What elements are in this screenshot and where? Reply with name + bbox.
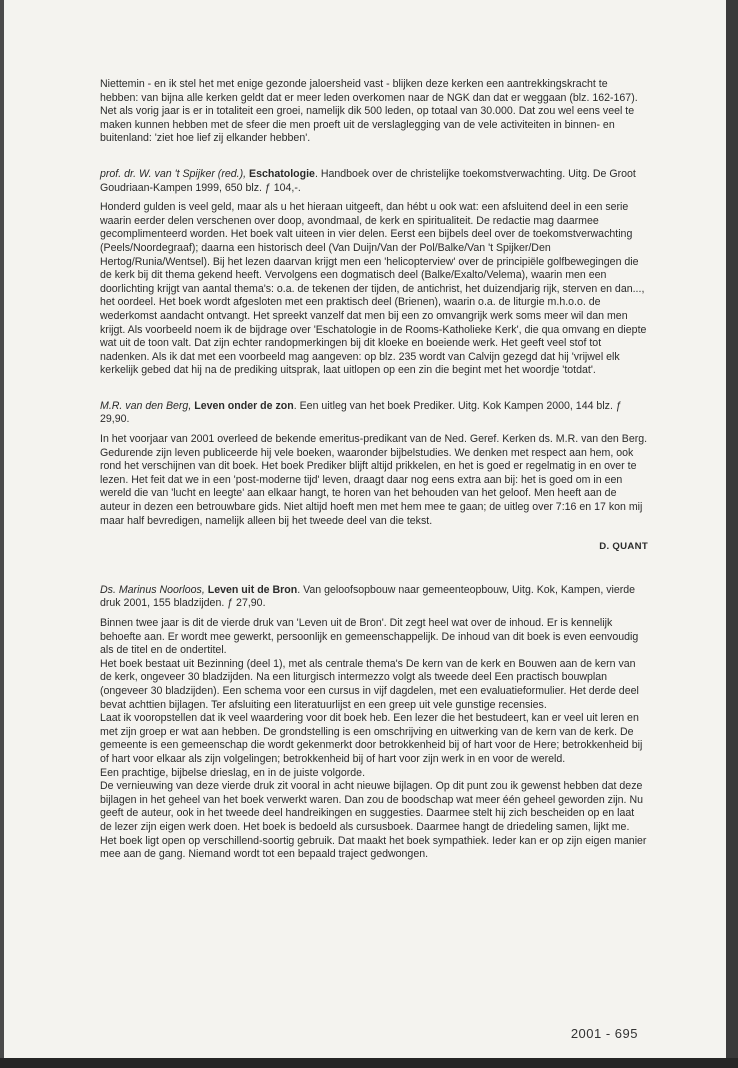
intro-paragraph: Niettemin - en ik stel het met enige gezonde jaloersheid vast - blijken deze kerken een aantrekkingskracht te hebben: van bijna alle kerken geldt dat er meer leden overkomen naar de NGK dan dat er weggaan (blz. 162-167). Net als vorig jaar is er in totaliteit een groei, namelijk dik 500 leden, op totaal van 30.000. Dat zou wel eens veel te maken kunnen hebben met de sfeer die men proeft uit de verslaglegging van de vele activiteiten in binnen- en buitenland: 'ziet hoe lief zij elkander hebben'. <box>100 78 638 145</box>
review-heading <box>100 168 648 195</box>
review-leven-onder-de-zon <box>100 400 648 528</box>
review-book-title: Eschatologie <box>249 167 315 180</box>
review-body <box>100 617 648 862</box>
review-body: Honderd gulden is veel geld, maar als u het hieraan uitgeeft, dan hébt u ook wat: een afsluitend deel in een serie waarin eerder delen verschenen over doop, avondmaal, de kerk en spiritualiteit. De redactie mag daarmee gecomplimenteerd worden. Het boek valt uiteen in vier delen. Eerst een bijbels deel over de toekomstverwachting (Peels/Noordegraaf); daarna een historisch deel (Van Duijn/Van der Pol/Balke/Van 't Spijker/Den Hertog/Runia/Wentsel). Bij het lezen daarvan krijgt men een 'helicopterview' over de principiële golfbewegingen die de kerk bij dit thema gekend heeft. Vervolgens een dogmatisch deel (Balke/Exalto/Velema), waarin men een doorlichting krijgt van aantal thema's: o.a. de tekenen der tijden, de antichrist, het duizendjarig rijk, sterven en dan..., het oordeel. Het boek wordt afgesloten met een praktisch deel (Brienen), waarin o.a. de liturgie m.h.o.o. de wederkomst aandacht ontvangt. Het spreekt vanzelf dat men bij een zo omvangrijk werk soms meer wil dan men krijgt. Als voorbeeld noem ik de bijdrage over 'Eschatologie in de Rooms-Katholieke Kerk', die qua omvang en diepte wat uit de toon valt. Dat zijn echter randopmerkingen bij dit kloeke en boeiende werk. Het geeft veel stof tot nadenken. Als ik dat met een voorbeeld mag aangeven: op blz. 235 wordt van Calvijn gezegd dat hij 'vrijwel elk kerkelijk gebed dat hij na de prediking uitsprak, laat uitlopen op een zin die begint met het woordje 'totdat'. <box>100 201 647 377</box>
review-leven-uit-de-bron <box>100 584 648 862</box>
review-paragraph: Een prachtige, bijbelse drieslag, en in de juiste volgorde. <box>100 766 366 779</box>
review-book-title: Leven uit de Bron <box>207 583 298 596</box>
review-heading <box>100 400 648 427</box>
review-paragraph: Het boek bestaat uit Bezinning (deel 1), met als centrale thema's De kern van de kerk en Bouwen aan de kern van de kerk, ongeveer 30 bladzijden. Na een liturgisch intermezzo volgt als tweede deel Een practisch bouwplan (ongeveer 30 bladzijden). Een schema voor een cursus in vijf dagdelen, met een evaluatieformulier. Het derde deel bevat achttien bijlagen. Ter afsluiting een literatuurlijst en een greep uit vele gunstige recensies. <box>100 657 639 711</box>
review-publication: . Een uitleg van het boek Prediker. Uitg. Kok Kampen 2000, 144 blz. ƒ 29,90. <box>100 399 622 426</box>
review-publication: . Van geloofsopbouw naar gemeenteopbouw, Uitg. Kok, Kampen, vierde druk 2001, 155 bladzijden. ƒ 27,90. <box>100 583 636 610</box>
review-eschatologie <box>100 168 648 378</box>
review-book-title: Leven onder de zon <box>194 399 294 412</box>
page-content <box>100 78 648 862</box>
page-number: 2001 - 695 <box>570 1026 638 1041</box>
review-author: M.R. van den Berg, <box>100 399 192 412</box>
page <box>4 0 726 1058</box>
review-publication: . Handboek over de christelijke toekomstverwachting. Uitg. De Groot Goudriaan-Kampen 1999, 650 blz. ƒ 104,-. <box>100 167 636 194</box>
review-heading <box>100 584 648 611</box>
review-paragraph: Binnen twee jaar is dit de vierde druk van 'Leven uit de Bron'. Dit zegt heel wat over de inhoud. Er is kennelijk behoefte aan. Er wordt mee gewerkt, persoonlijk en gemeenschappelijk. De inhoud van dit boek is even eenvoudig als de titel en de ondertitel. <box>100 617 639 657</box>
review-paragraph: De vernieuwing van deze vierde druk zit vooral in acht nieuwe bijlagen. Op dit punt zou ik gewenst hebben dat deze bijlagen in het geheel van het boek verwerkt waren. Dan zou de boodschap wat meer één geheel geworden zijn. Nu geeft de auteur, ook in het tweede deel handreikingen en suggesties. Daarmee stelt hij zich bescheiden op en laat de lezer zijn eigen werk doen. Het boek is bedoeld als cursusboek. Daarmee hangt de driedeling samen, lijkt me. Het boek ligt open op verschillend-soortig gebruik. Dat maakt het boek sympathiek. Ieder kan er op zijn eigen manier mee aan de gang. Niemand wordt tot een bepaald traject gedwongen. <box>100 780 647 861</box>
scan-bottom-edge <box>0 1058 738 1068</box>
review-paragraph: Laat ik vooropstellen dat ik veel waardering voor dit boek heb. Een lezer die het bestudeert, kan er veel uit leren en met zijn groep er wat aan hebben. De grondstelling is een omschrijving en uitwerking van de kern van de kerk. De gemeente is een gemeenschap die wordt gekenmerkt door betrokkenheid bij of hart voor de Here; betrokkenheid bij of hart voor elkaar als zijn volgelingen; betrokkenheid bij of hart voor zijn werk in en voor de wereld. <box>100 712 643 765</box>
binding-edge <box>726 0 738 1068</box>
review-body: In het voorjaar van 2001 overleed de bekende emeritus-predikant van de Ned. Geref. Kerken ds. M.R. van den Berg. Gedurende zijn leven publiceerde hij vele boeken, waaronder bijbelstudies. We denken met respect aan hem, ook rond het verschijnen van dit boek. Het boek Prediker blijft altijd prikkelen, en het is goed er regelmatig in en over te lezen. Het feit dat we in een 'post-moderne tijd' leven, draagt daar nog eens extra aan bij: het is goed om in een wereld die van 'lucht en leegte' aan elkaar hangt, te horen van het behouden van het geloof. Men heeft aan de auteur in dezen een betrouwbare gids. Niet altijd hoeft men met hem mee te gaan; de uitleg over 7:16 en 17 kon mij maar half bevredigen, namelijk alleen bij het tweede deel van die tekst. <box>100 433 648 527</box>
reviewer-signature: D. QUANT <box>599 541 648 553</box>
review-author: prof. dr. W. van 't Spijker (red.), <box>100 167 247 180</box>
review-author: Ds. Marinus Noorloos, <box>100 583 205 596</box>
